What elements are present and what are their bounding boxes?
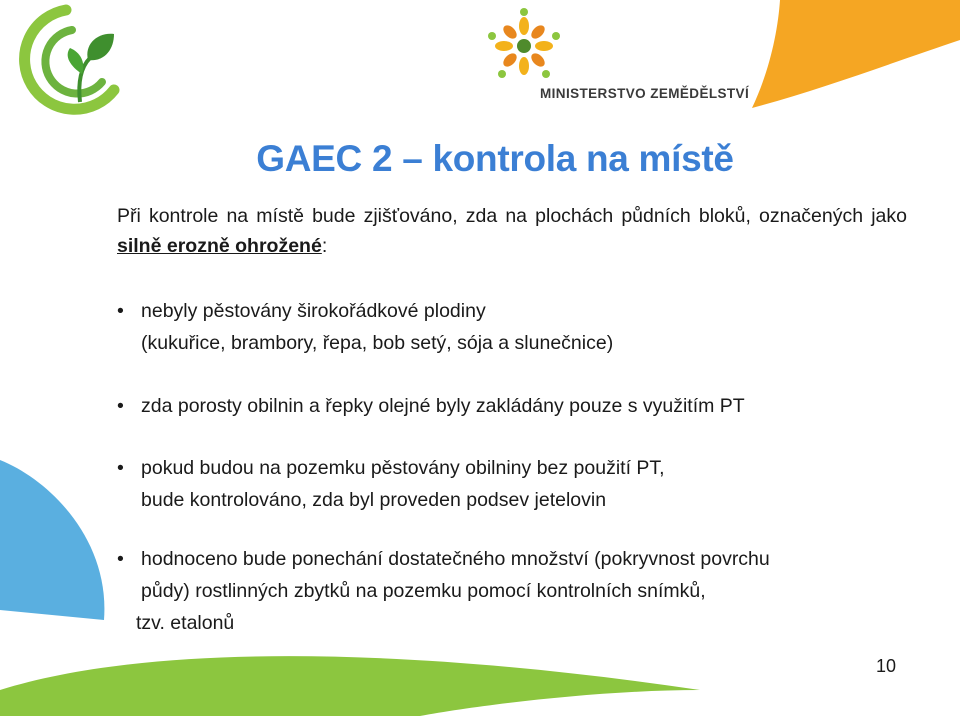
orange-corner-swoosh: [752, 0, 960, 108]
page-number: 10: [876, 656, 897, 676]
intro-emphasis: silně erozně ohrožené: [117, 235, 322, 257]
bullet-dot: •: [117, 548, 124, 570]
slide-title: GAEC 2 – kontrola na místě: [256, 138, 734, 179]
bullet-line: nebyly pěstovány širokořádkové plodiny: [141, 300, 486, 322]
intro-paragraph: [117, 201, 907, 261]
bullet-dot: •: [117, 395, 124, 417]
bullet-line: bude kontrolováno, zda byl proveden podsev jetelovin: [141, 489, 607, 511]
bullet-line: pokud budou na pozemku pěstovány obilniny bez použití PT,: [141, 457, 665, 479]
eco-circle-logo: [14, 4, 122, 116]
intro-text-part2: :: [321, 235, 328, 257]
bullet-dot: •: [117, 300, 124, 322]
blue-left-shape: [0, 460, 104, 620]
bullet-line: hodnoceno bude ponechání dostatečného množství (pokryvnost povrchu: [141, 548, 770, 570]
green-bottom-swoosh: [0, 656, 700, 716]
bullet-line: půdy) rostlinných zbytků na pozemku pomocí kontrolních snímků,: [141, 580, 706, 602]
intro-text-part1: Při kontrole na místě bude zjišťováno, zda na plochách půdních bloků, označených jako: [117, 205, 907, 227]
bullet-line: zda porosty obilnin a řepky olejné byly zakládány pouze s využitím PT: [141, 395, 745, 417]
bullet-dot: •: [117, 457, 124, 479]
bullet-line: tzv. etalonů: [136, 612, 235, 634]
bullet-line: (kukuřice, brambory, řepa, bob setý, sója a slunečnice): [141, 332, 614, 354]
ministry-logo-text: MINISTERSTVO ZEMĚDĚLSTVÍ: [540, 86, 750, 101]
